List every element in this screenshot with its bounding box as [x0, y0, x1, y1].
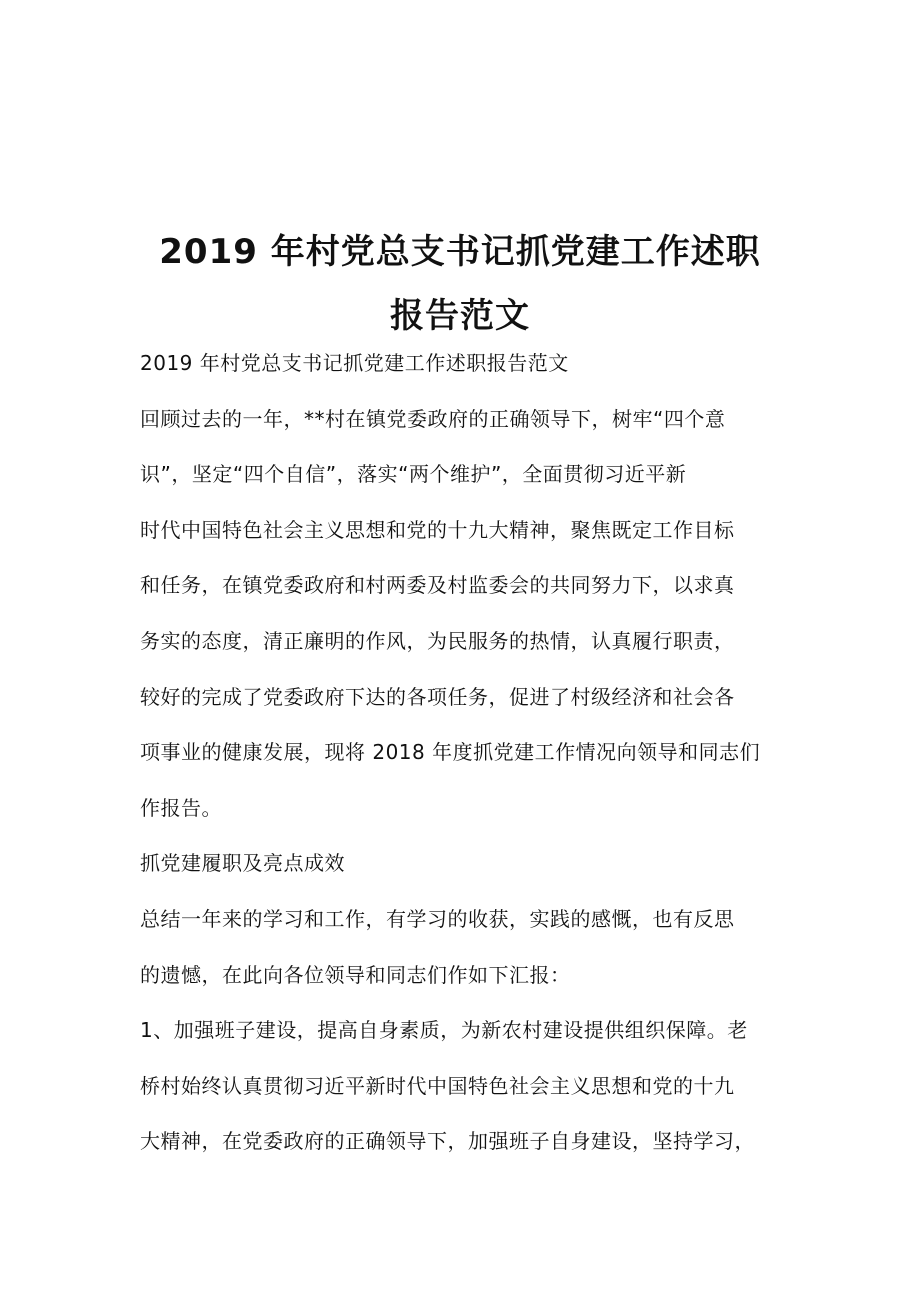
paragraph-line: 较好的完成了党委政府下达的各项任务，促进了村级经济和社会各 [140, 684, 735, 709]
title-line: 报告范文 [390, 296, 530, 336]
paragraph-line: 识”，坚定“四个自信”，落实“两个维护”，全面贯彻习近平新 [140, 462, 687, 487]
document-title [140, 220, 780, 348]
paragraph-line: 总结一年来的学习和工作，有学习的收获，实践的感慨，也有反思 [140, 906, 735, 931]
document-body [140, 340, 800, 1174]
paragraph-line: 项事业的健康发展，现将 2018 年度抓党建工作情况向领导和同志们 [140, 740, 761, 765]
paragraph-line: 桥村始终认真贯彻习近平新时代中国特色社会主义思想和党的十九 [140, 1073, 735, 1098]
paragraph-line: 的遗憾，在此向各位领导和同志们作如下汇报： [140, 962, 571, 987]
paragraph-line: 回顾过去的一年，**村在镇党委政府的正确领导下，树牢“四个意 [140, 406, 726, 431]
paragraph-line: 大精神，在党委政府的正确领导下，加强班子自身建设，坚持学习， [140, 1129, 755, 1154]
paragraph-line: 和任务，在镇党委政府和村两委及村监委会的共同努力下，以求真 [140, 573, 735, 598]
paragraph-line: 时代中国特色社会主义思想和党的十九大精神，聚焦既定工作目标 [140, 517, 735, 542]
title-line: 2019 年村党总支书记抓党建工作述职 [159, 232, 761, 272]
paragraph-line: 务实的态度，清正廉明的作风，为民服务的热情，认真履行职责， [140, 628, 735, 653]
paragraph-line: 作报告。 [140, 795, 222, 820]
subtitle-line: 2019 年村党总支书记抓党建工作述职报告范文 [140, 351, 569, 375]
paragraph-line: 1、加强班子建设，提高自身素质，为新农村建设提供组织保障。老 [140, 1018, 748, 1043]
section-heading: 抓党建履职及亮点成效 [140, 851, 345, 876]
